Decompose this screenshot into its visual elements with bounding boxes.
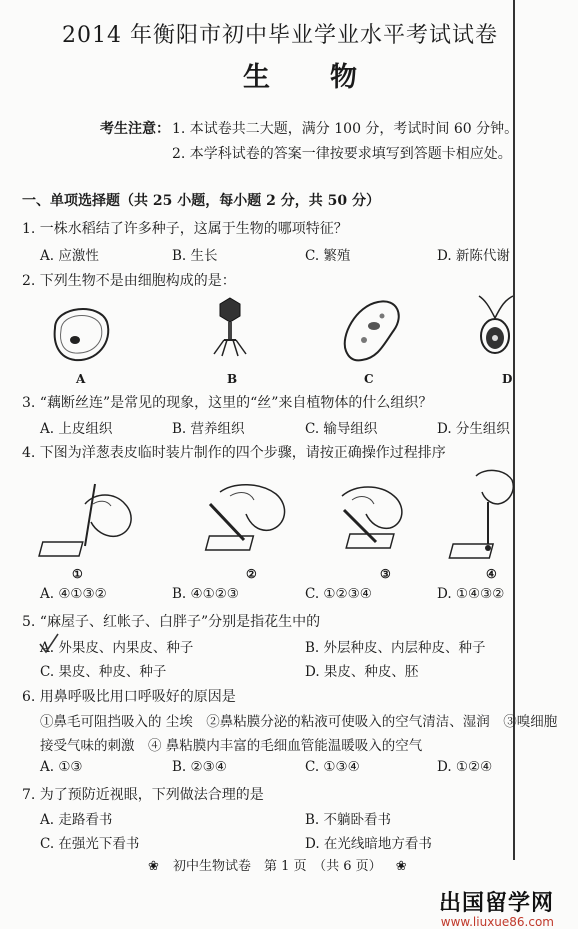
- q1-option-b: B. 生长: [172, 248, 218, 264]
- page-footer: [148, 855, 407, 874]
- figure-paramecium-c: [338, 296, 408, 366]
- question-3-stem: 3. “藕断丝连”是常见的现象，这里的“丝”来自植物体的什么组织？: [22, 395, 433, 411]
- figure-step-1: [55, 474, 145, 564]
- q4-figure-label-4: ④: [486, 567, 497, 581]
- q4-figure-label-3: ③: [380, 567, 391, 581]
- q6-option-a: A. ①③: [40, 759, 83, 775]
- question-7-stem: 7. 为了预防近视眼，下列做法合理的是: [22, 787, 264, 803]
- q3-option-b: B. 营养组织: [172, 421, 245, 437]
- figure-cell-a: [45, 298, 115, 368]
- footer-page-text: 初中生物试卷 第 1 页 （共 6 页）: [173, 859, 382, 874]
- q3-option-c: C. 输导组织: [305, 421, 378, 437]
- q6-statement-line-1: ①鼻毛可阻挡吸入的 尘埃 ②鼻粘膜分泌的粘液可使吸入的空气清洁、湿润 ③嗅细胞: [40, 714, 558, 730]
- q5-option-c: C. 果皮、种皮、种子: [40, 664, 167, 680]
- figure-virus-b: [210, 296, 250, 358]
- q6-option-b: B. ②③④: [172, 759, 227, 775]
- q7-option-b: B. 不躺卧看书: [305, 812, 392, 828]
- section-heading: 一、单项选择题（共 25 小题，每小题 2 分，共 50 分）: [22, 193, 380, 209]
- q2-figure-label-d: D: [502, 372, 513, 386]
- question-6-stem: 6. 用鼻呼吸比用口呼吸好的原因是: [22, 689, 236, 705]
- q2-figure-label-c: C: [364, 372, 374, 386]
- watermark-url: www.liuxue86.com: [440, 915, 554, 929]
- q7-option-a: A. 走路看书: [40, 812, 113, 828]
- q3-option-d: D. 分生组织: [437, 421, 510, 437]
- footer-flower-right-icon: ❀: [395, 859, 407, 874]
- q4-figure-label-1: ①: [72, 567, 83, 581]
- paper-subject: 生物: [243, 62, 417, 93]
- handwritten-check-mark: [38, 632, 60, 656]
- q2-figure-label-b: B: [227, 372, 238, 386]
- q7-option-c: C. 在强光下看书: [40, 836, 140, 852]
- q5-option-b: B. 外层种皮、内层种皮、种子: [305, 640, 486, 656]
- q6-option-c: C. ①③④: [305, 759, 360, 775]
- q3-option-a: A. 上皮组织: [40, 421, 113, 437]
- footer-flower-left-icon: ❀: [148, 859, 159, 874]
- q4-option-b: B. ④①②③: [172, 586, 239, 602]
- question-2-stem: 2. 下列生物不是由细胞构成的是：: [22, 273, 236, 289]
- question-1-stem: 1. 一株水稻结了许多种子，这属于生物的哪项特征？: [22, 221, 348, 237]
- figure-step-2: [200, 474, 300, 564]
- q1-option-c: C. 繁殖: [305, 248, 351, 264]
- figure-step-4: [470, 466, 518, 564]
- q1-option-a: A. 应激性: [40, 248, 99, 264]
- q4-figure-label-2: ②: [246, 567, 257, 581]
- notice-item-2: 2. 本学科试卷的答案一律按要求填写到答题卡相应处。: [172, 146, 512, 162]
- figure-step-3: [322, 474, 422, 564]
- q1-option-d: D. 新陈代谢: [437, 248, 510, 264]
- q4-option-c: C. ①②③④: [305, 586, 372, 602]
- question-5-stem: 5. “麻屋子、红帐子、白胖子”分别是指花生中的: [22, 614, 321, 630]
- q4-option-d: D. ①④③②: [437, 586, 505, 602]
- q2-figure-label-a: A: [76, 372, 86, 386]
- q6-statement-line-2: 接受气味的刺激 ④ 鼻粘膜内丰富的毛细血管能温暖吸入的空气: [40, 738, 423, 754]
- watermark-name: 出国留学网: [438, 891, 554, 916]
- q6-option-d: D. ①②④: [437, 759, 493, 775]
- q4-option-a: A. ④①③②: [40, 586, 107, 602]
- paper-title: 2014 年衡阳市初中毕业学业水平考试试卷: [62, 23, 498, 48]
- notice-item-1: 1. 本试卷共二大题，满分 100 分，考试时间 60 分钟。: [172, 121, 519, 137]
- q5-option-d: D. 果皮、种皮、胚: [305, 664, 419, 680]
- question-4-stem: 4. 下图为洋葱表皮临时装片制作的四个步骤，请按正确操作过程排序: [22, 445, 446, 461]
- figure-chlamydomonas-d: [475, 294, 515, 364]
- q5-option-a: A. 外果皮、内果皮、种子: [40, 640, 194, 656]
- q7-option-d: D. 在光线暗地方看书: [305, 836, 432, 852]
- notice-label: 考生注意：: [100, 121, 170, 137]
